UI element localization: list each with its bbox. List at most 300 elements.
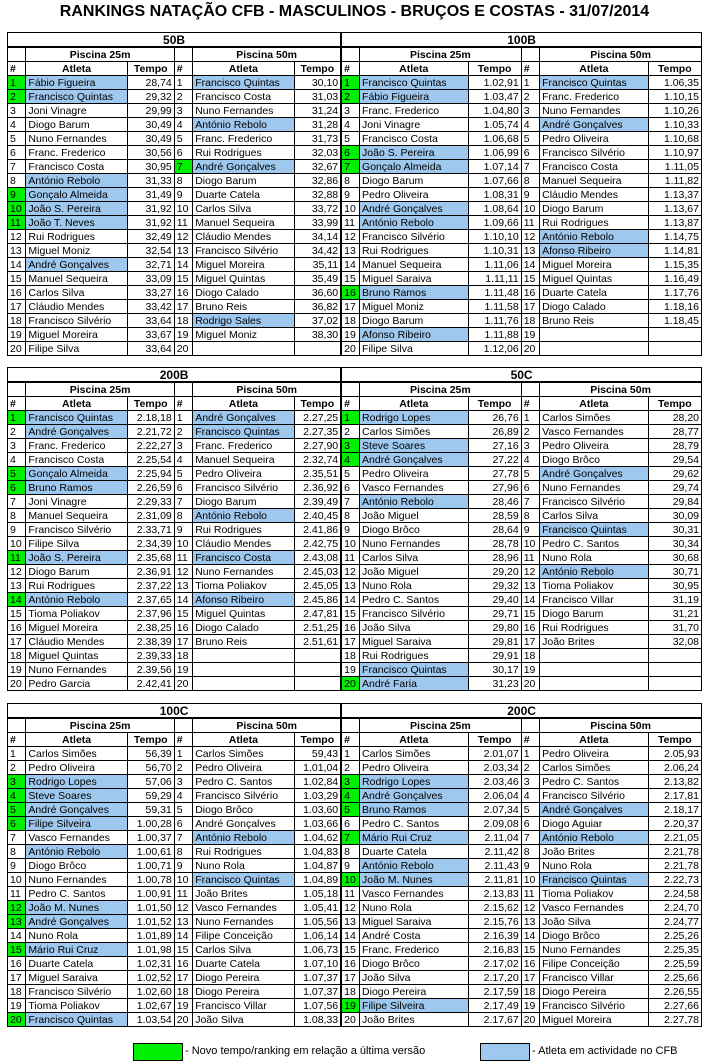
athlete-cell: Nuno Rola bbox=[540, 551, 648, 565]
time-cell: 2.17,59 bbox=[468, 985, 521, 999]
rank-cell: 5 bbox=[521, 132, 539, 146]
rank-cell: 8 bbox=[8, 509, 26, 523]
rank-cell: 8 bbox=[174, 509, 192, 523]
subheader-spacer bbox=[8, 47, 26, 62]
subheader-spacer bbox=[521, 718, 539, 733]
rank-cell: 19 bbox=[174, 663, 192, 677]
column-header-athlete: Atleta bbox=[540, 733, 648, 747]
time-cell: 2.24,58 bbox=[648, 887, 701, 901]
time-cell: 1.10,10 bbox=[468, 230, 521, 244]
column-header-num: # bbox=[341, 397, 359, 411]
athlete-cell: Pedro Oliveira bbox=[193, 467, 294, 481]
table-row bbox=[8, 188, 702, 202]
athlete-cell: Steve Soares bbox=[26, 789, 127, 803]
athlete-cell: António Rebolo bbox=[540, 565, 648, 579]
pool-25m-label: Piscina 25m bbox=[26, 382, 174, 397]
table-row bbox=[8, 216, 702, 230]
rank-cell: 17 bbox=[521, 635, 539, 649]
athlete-cell: Diogo Pereira bbox=[360, 985, 468, 999]
time-cell: 35,11 bbox=[294, 258, 341, 272]
rank-cell: 11 bbox=[174, 551, 192, 565]
rank-cell: 7 bbox=[341, 831, 359, 845]
time-cell: 1.11,82 bbox=[648, 174, 701, 188]
athlete-cell: Miguel Saraiva bbox=[360, 635, 468, 649]
rank-cell: 9 bbox=[521, 859, 539, 873]
time-cell: 1.01,52 bbox=[127, 915, 174, 929]
rank-cell: 6 bbox=[174, 146, 192, 160]
rank-cell: 18 bbox=[8, 985, 26, 999]
rank-cell: 14 bbox=[521, 258, 539, 272]
athlete-cell: André Gonçalves bbox=[360, 789, 468, 803]
column-header-athlete: Atleta bbox=[360, 397, 468, 411]
time-cell: 30,95 bbox=[648, 579, 701, 593]
rank-cell: 8 bbox=[8, 174, 26, 188]
athlete-cell: Rui Rodrigues bbox=[540, 216, 648, 230]
athlete-cell: António Rebolo bbox=[360, 859, 468, 873]
table-row bbox=[8, 901, 702, 915]
time-cell: 1.11,11 bbox=[468, 272, 521, 286]
time-cell: 28,64 bbox=[468, 523, 521, 537]
table-row bbox=[8, 411, 702, 425]
column-header-time: Tempo bbox=[294, 733, 341, 747]
rank-cell: 4 bbox=[8, 118, 26, 132]
athlete-cell: André Gonçalves bbox=[540, 803, 648, 817]
athlete-cell: Francisco Quintas bbox=[26, 90, 127, 104]
time-cell: 2.15,62 bbox=[468, 901, 521, 915]
table-row bbox=[8, 76, 702, 90]
time-cell: 1.18,45 bbox=[648, 314, 701, 328]
time-cell: 29,20 bbox=[468, 565, 521, 579]
time-cell: 28,74 bbox=[127, 76, 174, 90]
athlete-cell: Filipe Silveira bbox=[360, 999, 468, 1013]
subheader-spacer bbox=[341, 382, 359, 397]
athlete-cell: Francisco Villar bbox=[540, 971, 648, 985]
time-cell: 2.45,03 bbox=[294, 565, 341, 579]
column-header-num: # bbox=[341, 62, 359, 76]
athlete-cell: Bruno Ramos bbox=[360, 803, 468, 817]
athlete-cell: Rui Rodrigues bbox=[26, 230, 127, 244]
rank-cell: 6 bbox=[174, 481, 192, 495]
rank-cell: 11 bbox=[8, 551, 26, 565]
athlete-cell: Rui Rodrigues bbox=[193, 845, 294, 859]
table-row bbox=[8, 607, 702, 621]
rank-cell: 8 bbox=[341, 174, 359, 188]
rank-cell: 15 bbox=[341, 943, 359, 957]
rank-cell: 14 bbox=[341, 929, 359, 943]
time-cell: 2.27,35 bbox=[294, 425, 341, 439]
rank-cell: 14 bbox=[8, 929, 26, 943]
athlete-cell: Francisco Silvério bbox=[193, 244, 294, 258]
time-cell: 1.06,73 bbox=[294, 943, 341, 957]
rank-cell: 1 bbox=[8, 76, 26, 90]
time-cell: 28,59 bbox=[468, 509, 521, 523]
athlete-cell: Diogo Brôco bbox=[540, 453, 648, 467]
time-cell: 32,86 bbox=[294, 174, 341, 188]
table-row bbox=[8, 202, 702, 216]
rank-cell: 4 bbox=[174, 453, 192, 467]
athlete-cell: Diogo Barum bbox=[26, 565, 127, 579]
time-cell: 31,49 bbox=[127, 188, 174, 202]
rank-cell: 5 bbox=[8, 803, 26, 817]
rank-cell: 6 bbox=[521, 817, 539, 831]
table-row bbox=[8, 272, 702, 286]
rank-cell: 2 bbox=[341, 425, 359, 439]
rank-cell: 9 bbox=[174, 523, 192, 537]
athlete-cell: João M. Nunes bbox=[360, 873, 468, 887]
time-cell: 2.18,17 bbox=[648, 803, 701, 817]
time-cell: 1.02,67 bbox=[127, 999, 174, 1013]
athlete-cell: António Rebolo bbox=[360, 216, 468, 230]
athlete-cell: João Miguel bbox=[360, 509, 468, 523]
rank-cell: 6 bbox=[521, 481, 539, 495]
time-cell: 30,31 bbox=[648, 523, 701, 537]
rank-cell: 9 bbox=[8, 188, 26, 202]
rank-cell: 8 bbox=[341, 509, 359, 523]
time-cell: 2.18,18 bbox=[127, 411, 174, 425]
rank-cell: 12 bbox=[521, 901, 539, 915]
rank-cell: 3 bbox=[521, 439, 539, 453]
athlete-cell: Francisco Silvério bbox=[360, 230, 468, 244]
time-cell bbox=[294, 677, 341, 691]
time-cell: 2.06,04 bbox=[468, 789, 521, 803]
athlete-cell: Vasco Fernandes bbox=[540, 425, 648, 439]
rank-cell: 13 bbox=[521, 579, 539, 593]
rank-cell: 14 bbox=[521, 929, 539, 943]
athlete-cell: Diogo Barum bbox=[26, 118, 127, 132]
time-cell: 2.17,20 bbox=[468, 971, 521, 985]
time-cell: 1.07,14 bbox=[468, 160, 521, 174]
time-cell: 1.00,78 bbox=[127, 873, 174, 887]
table-row bbox=[8, 817, 702, 831]
time-cell: 1.10,68 bbox=[648, 132, 701, 146]
athlete-cell: Francisco Quintas bbox=[26, 1013, 127, 1027]
athlete-cell: Diogo Barum bbox=[360, 314, 468, 328]
rank-cell: 6 bbox=[341, 146, 359, 160]
time-cell: 2.32,74 bbox=[294, 453, 341, 467]
time-cell: 35,49 bbox=[294, 272, 341, 286]
athlete-cell bbox=[540, 677, 648, 691]
athlete-cell: Cláudio Mendes bbox=[540, 188, 648, 202]
time-cell: 29,40 bbox=[468, 593, 521, 607]
athlete-cell: Cláudio Mendes bbox=[193, 230, 294, 244]
athlete-cell: Tioma Poliakov bbox=[26, 607, 127, 621]
rank-cell: 20 bbox=[521, 342, 539, 356]
pool-50m-label: Piscina 50m bbox=[193, 718, 341, 733]
time-cell: 1.02,52 bbox=[127, 971, 174, 985]
time-cell: 30,17 bbox=[468, 663, 521, 677]
rank-cell: 19 bbox=[521, 663, 539, 677]
table-row bbox=[8, 775, 702, 789]
athlete-cell: Nuno Fernandes bbox=[360, 537, 468, 551]
rank-cell: 3 bbox=[8, 775, 26, 789]
rank-cell: 13 bbox=[8, 579, 26, 593]
time-cell: 59,31 bbox=[127, 803, 174, 817]
athlete-cell: Carlos Silva bbox=[540, 509, 648, 523]
rank-cell: 8 bbox=[341, 845, 359, 859]
athlete-cell bbox=[193, 342, 294, 356]
time-cell: 2.38,25 bbox=[127, 621, 174, 635]
athlete-cell: Diogo Brôco bbox=[360, 523, 468, 537]
athlete-cell: Rodrigo Lopes bbox=[26, 775, 127, 789]
athlete-cell: Francisco Costa bbox=[193, 90, 294, 104]
time-cell: 1.04,89 bbox=[294, 873, 341, 887]
time-cell: 1.02,84 bbox=[294, 775, 341, 789]
athlete-cell: Afonso Ribeiro bbox=[193, 593, 294, 607]
rank-cell: 7 bbox=[521, 495, 539, 509]
rank-cell: 5 bbox=[341, 132, 359, 146]
pool-50m-label: Piscina 50m bbox=[540, 47, 702, 62]
time-cell: 2.42,41 bbox=[127, 677, 174, 691]
rank-cell: 15 bbox=[174, 272, 192, 286]
rank-cell: 8 bbox=[521, 509, 539, 523]
time-cell: 2.35,51 bbox=[294, 467, 341, 481]
time-cell: 1.06,99 bbox=[468, 146, 521, 160]
rank-cell: 18 bbox=[174, 985, 192, 999]
rank-cell: 7 bbox=[341, 495, 359, 509]
time-cell: 2.41,86 bbox=[294, 523, 341, 537]
athlete-cell: Gonçalo Almeida bbox=[26, 467, 127, 481]
time-cell: 1.00,37 bbox=[127, 831, 174, 845]
table-row bbox=[8, 789, 702, 803]
time-cell: 2.22,27 bbox=[127, 439, 174, 453]
rank-cell: 14 bbox=[174, 929, 192, 943]
athlete-cell: Miguel Moreira bbox=[26, 621, 127, 635]
time-cell: 2.25,54 bbox=[127, 453, 174, 467]
time-cell: 2.21,78 bbox=[648, 845, 701, 859]
athlete-cell: André Gonçalves bbox=[26, 258, 127, 272]
rank-cell: 13 bbox=[521, 915, 539, 929]
table-row bbox=[8, 90, 702, 104]
athlete-cell: Miguel Moniz bbox=[360, 300, 468, 314]
rank-cell: 4 bbox=[341, 453, 359, 467]
rank-cell: 16 bbox=[341, 286, 359, 300]
subheader-spacer bbox=[341, 718, 359, 733]
time-cell: 31,92 bbox=[127, 202, 174, 216]
athlete-cell: Rodrigo Lopes bbox=[360, 411, 468, 425]
athlete-cell: João S. Pereira bbox=[360, 146, 468, 160]
rank-cell: 19 bbox=[8, 999, 26, 1013]
time-cell: 26,76 bbox=[468, 411, 521, 425]
time-cell: 1.18,16 bbox=[648, 300, 701, 314]
rank-cell: 11 bbox=[174, 887, 192, 901]
column-header-athlete: Atleta bbox=[193, 62, 294, 76]
rank-cell: 19 bbox=[521, 328, 539, 342]
athlete-cell: Diogo Barum bbox=[193, 495, 294, 509]
rank-cell: 3 bbox=[341, 775, 359, 789]
event-title: 100C bbox=[8, 704, 342, 719]
time-cell: 1.07,37 bbox=[294, 985, 341, 999]
athlete-cell: Pedro C. Santos bbox=[26, 887, 127, 901]
rank-cell: 4 bbox=[174, 118, 192, 132]
rank-cell: 13 bbox=[174, 579, 192, 593]
column-header-athlete: Atleta bbox=[360, 733, 468, 747]
athlete-cell: Bruno Reis bbox=[193, 300, 294, 314]
rank-cell: 2 bbox=[341, 761, 359, 775]
time-cell: 2.27,25 bbox=[294, 411, 341, 425]
rank-cell: 10 bbox=[521, 873, 539, 887]
time-cell: 2.24,77 bbox=[648, 915, 701, 929]
athlete-cell: Manuel Sequeira bbox=[193, 453, 294, 467]
athlete-cell: Vasco Fernandes bbox=[193, 901, 294, 915]
time-cell: 2.27,90 bbox=[294, 439, 341, 453]
athlete-cell: Francisco Silvério bbox=[193, 481, 294, 495]
athlete-cell: Pedro C. Santos bbox=[540, 775, 648, 789]
rank-cell: 15 bbox=[341, 607, 359, 621]
athlete-cell: Francisco Silvério bbox=[26, 985, 127, 999]
athlete-cell: Carlos Simões bbox=[193, 747, 294, 761]
time-cell: 32,54 bbox=[127, 244, 174, 258]
time-cell: 2.16,39 bbox=[468, 929, 521, 943]
column-header-num: # bbox=[174, 397, 192, 411]
time-cell: 2.21,78 bbox=[648, 859, 701, 873]
rank-cell: 8 bbox=[174, 845, 192, 859]
rank-cell: 18 bbox=[341, 985, 359, 999]
athlete-cell: Pedro Oliveira bbox=[540, 132, 648, 146]
time-cell: 1.01,50 bbox=[127, 901, 174, 915]
athlete-cell: Francisco Silvério bbox=[540, 789, 648, 803]
time-cell: 2.37,65 bbox=[127, 593, 174, 607]
rank-cell: 10 bbox=[521, 202, 539, 216]
rank-cell: 18 bbox=[174, 314, 192, 328]
time-cell: 2.37,22 bbox=[127, 579, 174, 593]
athlete-cell: Diogo Aguiar bbox=[540, 817, 648, 831]
athlete-cell: Francisco Silvério bbox=[540, 495, 648, 509]
athlete-cell: Pedro Oliveira bbox=[193, 761, 294, 775]
athlete-cell: André Costa bbox=[360, 929, 468, 943]
rank-cell: 17 bbox=[8, 300, 26, 314]
time-cell: 31,33 bbox=[127, 174, 174, 188]
rank-cell: 14 bbox=[521, 593, 539, 607]
rank-cell: 3 bbox=[521, 104, 539, 118]
column-header-athlete: Atleta bbox=[540, 62, 648, 76]
athlete-cell: Francisco Quintas bbox=[193, 76, 294, 90]
table-row bbox=[8, 971, 702, 985]
rank-cell: 2 bbox=[8, 90, 26, 104]
athlete-cell: Carlos Silva bbox=[26, 286, 127, 300]
rank-cell: 20 bbox=[174, 1013, 192, 1027]
athlete-cell: Nuno Fernandes bbox=[540, 104, 648, 118]
athlete-cell: Tioma Poliakov bbox=[540, 887, 648, 901]
time-cell: 1.11,88 bbox=[468, 328, 521, 342]
table-row bbox=[8, 929, 702, 943]
time-cell: 27,78 bbox=[468, 467, 521, 481]
athlete-cell: Pedro C. Santos bbox=[360, 593, 468, 607]
athlete-cell: Rui Rodrigues bbox=[360, 244, 468, 258]
athlete-cell: Steve Soares bbox=[360, 439, 468, 453]
rank-cell: 9 bbox=[341, 188, 359, 202]
athlete-cell: Franc. Frederico bbox=[193, 132, 294, 146]
event-title: 200B bbox=[8, 368, 342, 383]
time-cell: 30,95 bbox=[127, 160, 174, 174]
athlete-cell: Carlos Silva bbox=[360, 551, 468, 565]
rank-cell: 16 bbox=[8, 621, 26, 635]
time-cell: 1.08,64 bbox=[468, 202, 521, 216]
subheader-spacer bbox=[174, 382, 192, 397]
legend-new-swatch bbox=[133, 1043, 183, 1061]
athlete-cell: João Silva bbox=[540, 915, 648, 929]
time-cell: 1.00,91 bbox=[127, 887, 174, 901]
table-row bbox=[8, 621, 702, 635]
rank-cell: 11 bbox=[341, 551, 359, 565]
athlete-cell: João S. Pereira bbox=[26, 551, 127, 565]
athlete-cell: Filipe Silva bbox=[26, 342, 127, 356]
rank-cell: 16 bbox=[174, 957, 192, 971]
time-cell: 1.01,98 bbox=[127, 943, 174, 957]
rank-cell: 10 bbox=[521, 537, 539, 551]
time-cell: 1.10,97 bbox=[648, 146, 701, 160]
time-cell: 2.34,39 bbox=[127, 537, 174, 551]
rank-cell: 19 bbox=[174, 999, 192, 1013]
time-cell: 2.25,26 bbox=[648, 929, 701, 943]
table-row bbox=[8, 677, 702, 691]
athlete-cell: Francisco Quintas bbox=[360, 76, 468, 90]
rank-cell: 20 bbox=[174, 677, 192, 691]
time-cell: 30,49 bbox=[127, 132, 174, 146]
column-header-time: Tempo bbox=[468, 62, 521, 76]
time-cell: 30,09 bbox=[648, 509, 701, 523]
table-row bbox=[8, 509, 702, 523]
time-cell: 1.06,14 bbox=[294, 929, 341, 943]
athlete-cell: Manuel Sequeira bbox=[360, 258, 468, 272]
rank-cell: 2 bbox=[8, 761, 26, 775]
column-header-num: # bbox=[521, 62, 539, 76]
time-cell: 1.05,18 bbox=[294, 887, 341, 901]
athlete-cell: Pedro Oliveira bbox=[360, 188, 468, 202]
rank-cell: 14 bbox=[8, 258, 26, 272]
athlete-cell: João Brites bbox=[540, 845, 648, 859]
time-cell: 30,49 bbox=[127, 118, 174, 132]
rank-cell: 20 bbox=[341, 342, 359, 356]
athlete-cell: Francisco Quintas bbox=[540, 523, 648, 537]
athlete-cell: Diogo Pereira bbox=[193, 985, 294, 999]
subheader-spacer bbox=[341, 47, 359, 62]
event-title: 100B bbox=[341, 33, 701, 48]
rank-cell: 16 bbox=[174, 621, 192, 635]
pool-50m-label: Piscina 50m bbox=[193, 47, 341, 62]
pool-50m-label: Piscina 50m bbox=[193, 382, 341, 397]
rank-cell: 2 bbox=[8, 425, 26, 439]
athlete-cell: André Gonçalves bbox=[193, 411, 294, 425]
rank-cell: 3 bbox=[8, 104, 26, 118]
athlete-cell: Rui Rodrigues bbox=[360, 649, 468, 663]
pool-25m-label: Piscina 25m bbox=[360, 382, 522, 397]
athlete-cell: Diogo Brôco bbox=[540, 929, 648, 943]
athlete-cell: Bruno Ramos bbox=[360, 286, 468, 300]
athlete-cell: Miguel Moniz bbox=[193, 328, 294, 342]
rank-cell: 2 bbox=[341, 90, 359, 104]
time-cell: 28,46 bbox=[468, 495, 521, 509]
pool-25m-label: Piscina 25m bbox=[360, 47, 522, 62]
ranking-table-50b-100b bbox=[7, 32, 702, 356]
rank-cell: 6 bbox=[341, 481, 359, 495]
table-row bbox=[8, 104, 702, 118]
event-title: 50C bbox=[341, 368, 701, 383]
rank-cell: 16 bbox=[521, 957, 539, 971]
rank-cell: 13 bbox=[521, 244, 539, 258]
rank-cell: 12 bbox=[521, 230, 539, 244]
athlete-cell: João Brites bbox=[193, 887, 294, 901]
athlete-cell: Francisco Silvério bbox=[26, 523, 127, 537]
rank-cell: 5 bbox=[521, 803, 539, 817]
athlete-cell: Francisco Villar bbox=[540, 593, 648, 607]
pool-25m-label: Piscina 25m bbox=[26, 47, 174, 62]
time-cell: 1.02,31 bbox=[127, 957, 174, 971]
column-header-athlete: Atleta bbox=[360, 62, 468, 76]
time-cell: 2.51,61 bbox=[294, 635, 341, 649]
rank-cell: 12 bbox=[8, 230, 26, 244]
athlete-cell: João Brites bbox=[360, 1013, 468, 1027]
rank-cell: 19 bbox=[8, 328, 26, 342]
